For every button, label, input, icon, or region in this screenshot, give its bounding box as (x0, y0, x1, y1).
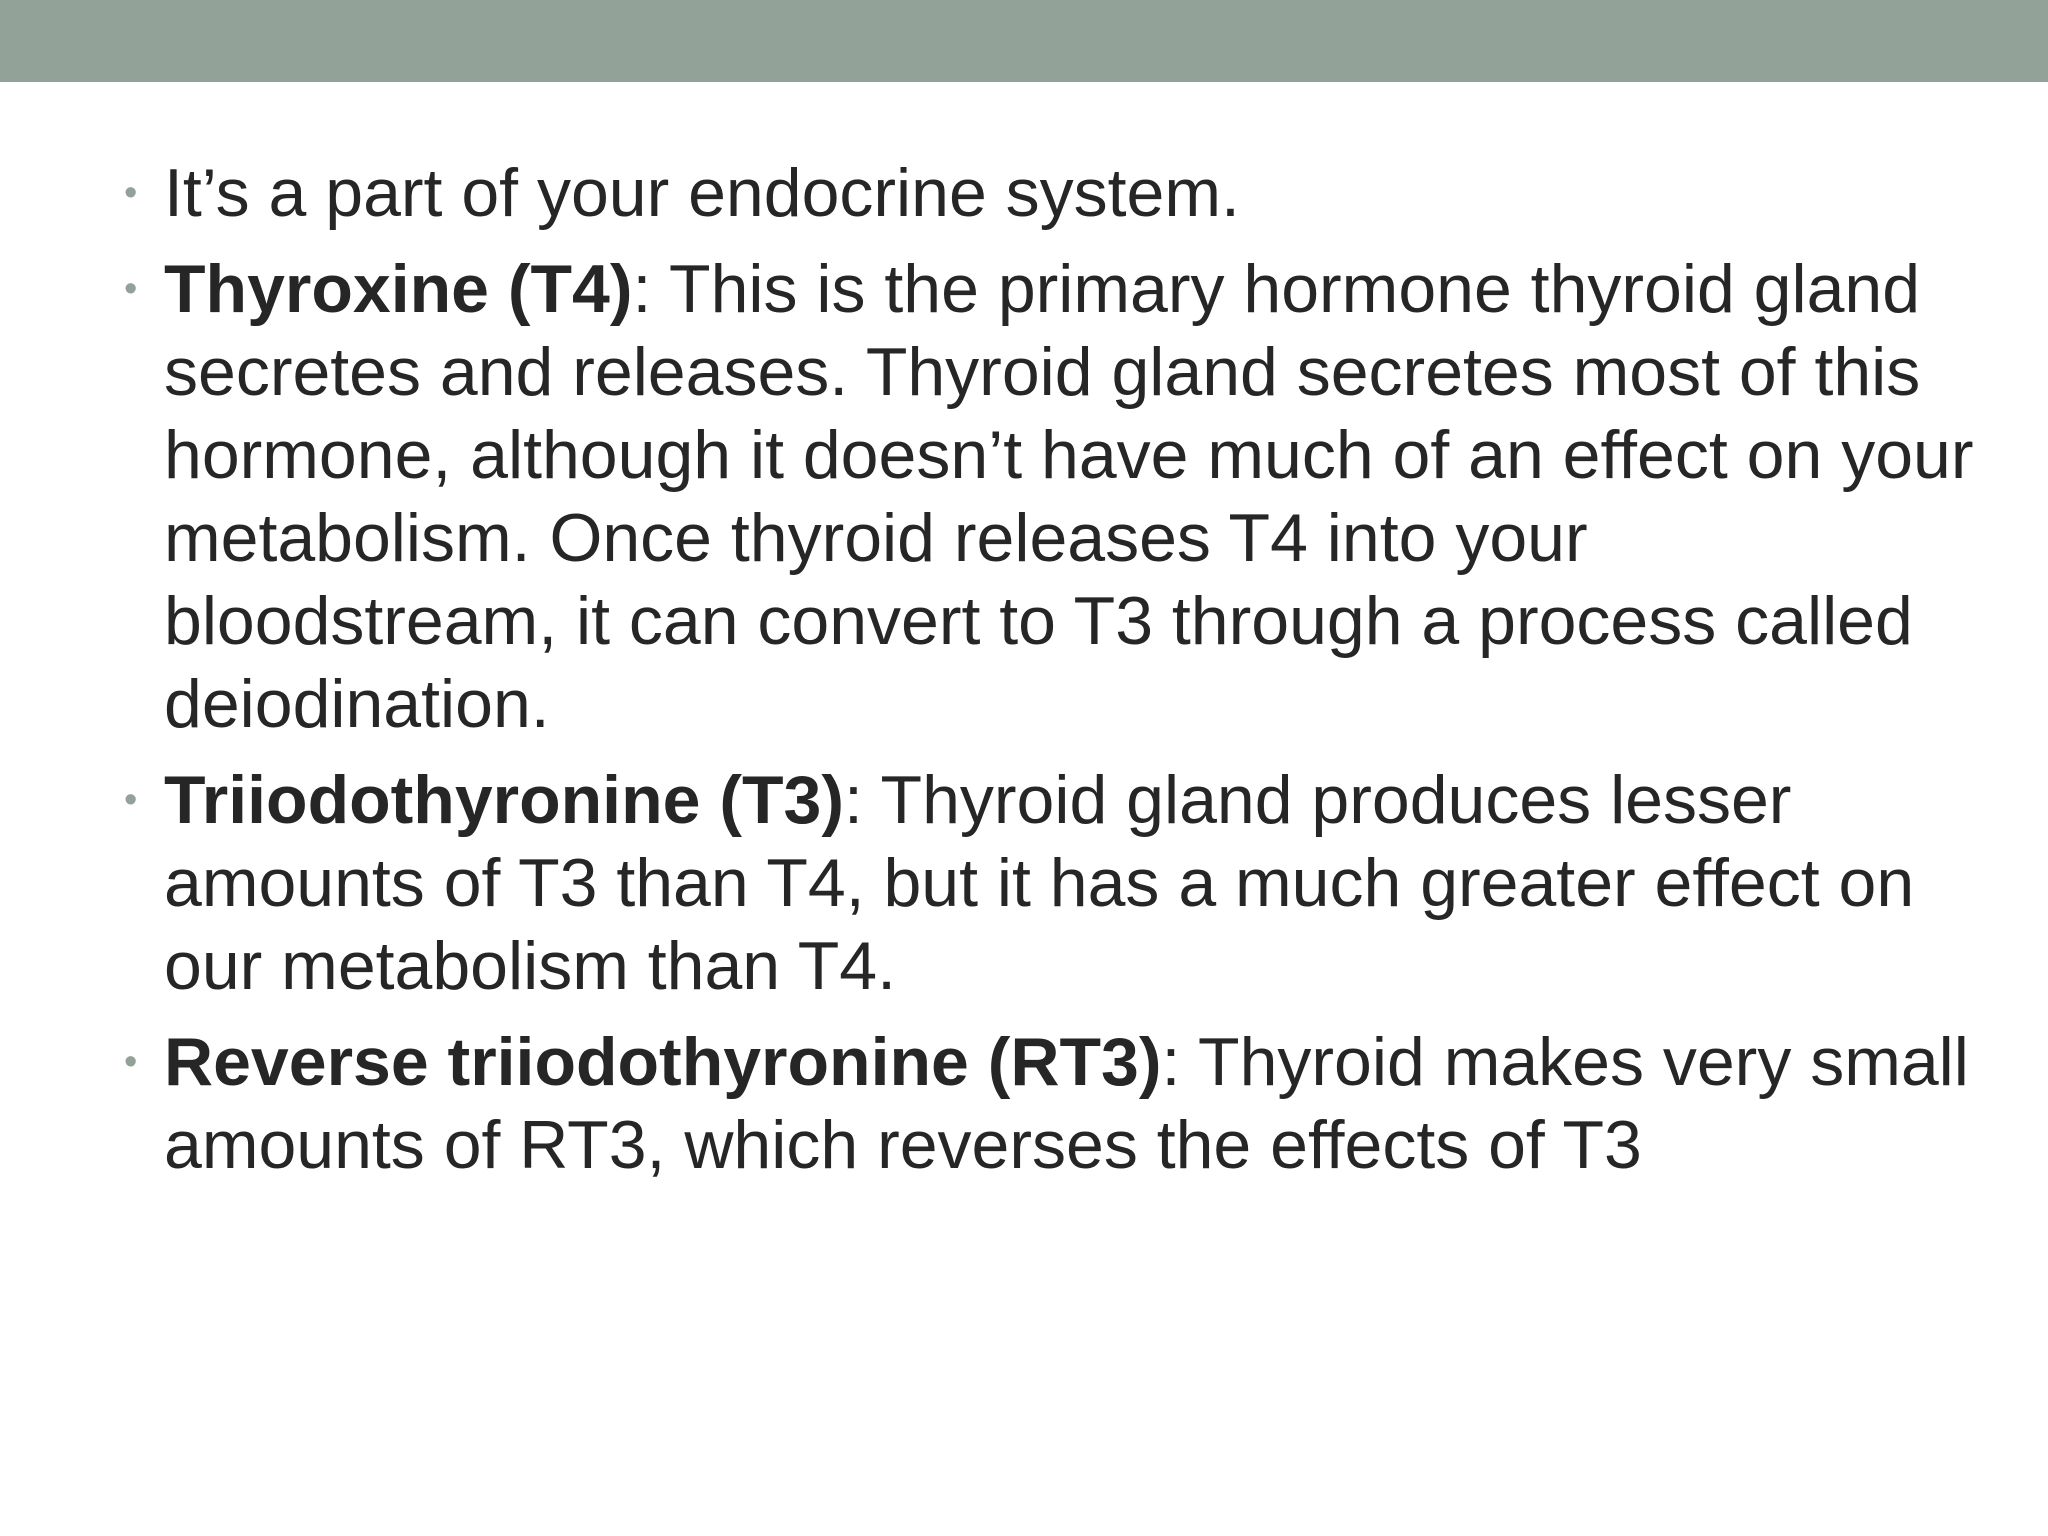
header-band (0, 0, 2048, 82)
bullet-text: : Thyroid gland produces lesser amounts of T3 than T4, but it has a much greater effect on our metabolism than T4. (164, 762, 1915, 1004)
bullet-item-thyroxine (124, 248, 1984, 746)
bullet-text: : Thyroid makes very small amounts of RT3, which reverses the effects of T3 (164, 1024, 1969, 1183)
bullet-text: It’s a part of your endocrine system. (164, 155, 1240, 231)
slide-body (124, 152, 1984, 1200)
bullet-text: : This is the primary hormone thyroid gland secretes and releases. Thyroid gland secretes most of this hormone, although it doesn’t have much of an effect on your metabolism. Once thyroid releases T4 into your bloodstream, it can convert to T3 through a process called deiodination. (164, 251, 1974, 742)
bullet-dot-icon: • (124, 172, 138, 214)
bullet-item-reverse-triiodothyronine (124, 1021, 1984, 1187)
bullet-item-triiodothyronine (124, 759, 1984, 1008)
bullet-dot-icon: • (124, 1041, 138, 1083)
bullet-dot-icon: • (124, 268, 138, 310)
bullet-term: Triiodothyronine (T3) (164, 762, 844, 838)
bullet-list (124, 152, 1984, 1187)
bullet-dot-icon: • (124, 779, 138, 821)
bullet-term: Thyroxine (T4) (164, 251, 633, 327)
bullet-item-endocrine (124, 152, 1984, 235)
bullet-term: Reverse triiodothyronine (RT3) (164, 1024, 1162, 1100)
